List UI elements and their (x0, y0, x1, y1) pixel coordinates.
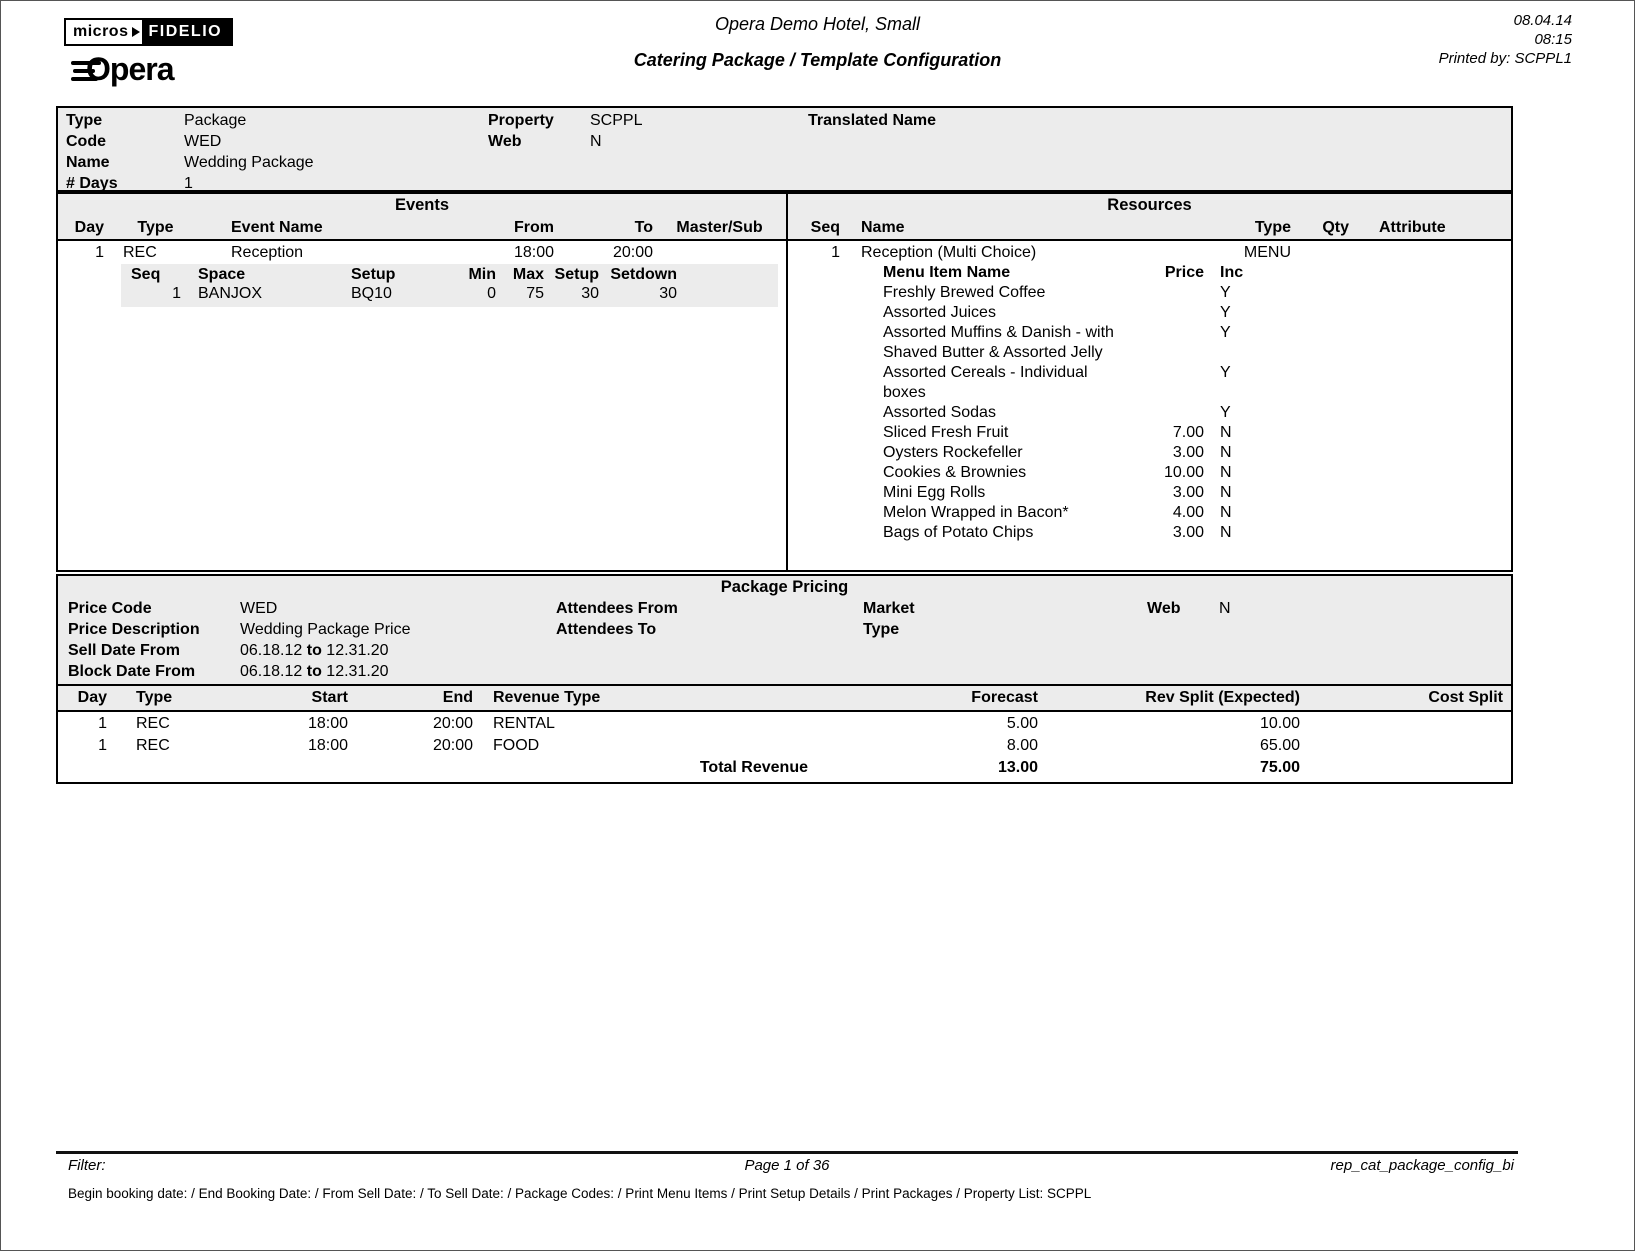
menu-item-price: 10.00 (1163, 464, 1204, 481)
col-revenue-type: Revenue Type (493, 689, 601, 706)
pricing-type: REC (136, 715, 170, 732)
menu-item-price: 7.00 (1172, 424, 1204, 441)
opera-wordmark: Opera (86, 51, 174, 87)
resource-name: Reception (Multi Choice) (861, 244, 1037, 261)
resources-panel (788, 194, 1511, 570)
col-start: Start (311, 689, 348, 706)
package-pricing-info (58, 576, 1511, 684)
event-row (58, 241, 786, 263)
block-date-value: 06.18.12 to 12.31.20 (240, 663, 389, 680)
name-label: Name (66, 154, 110, 171)
menu-item-row (883, 483, 1511, 503)
menu-column-headers (883, 263, 1511, 283)
menu-item-name: Melon Wrapped in Bacon* (883, 504, 1069, 521)
translated-name-label: Translated Name (808, 112, 937, 129)
report-title: Catering Package / Template Configuration (633, 50, 1002, 70)
menu-item-name: Cookies & Brownies (883, 464, 1027, 481)
col-cost-split: Cost Split (1428, 689, 1503, 706)
menu-item-price (1129, 303, 1204, 323)
col-forecast: Forecast (971, 689, 1038, 706)
col-type: Type (136, 689, 173, 706)
pricing-revenue-type: RENTAL (493, 715, 555, 732)
title-block (401, 14, 1234, 71)
menu-item-inc: N (1220, 444, 1232, 461)
col-master-sub: Master/Sub (676, 219, 763, 236)
pricing-cost-split (1300, 735, 1511, 756)
total-rev-split: 75.00 (1259, 759, 1300, 776)
menu-item-row (883, 523, 1511, 543)
pricing-start: 18:00 (307, 737, 348, 754)
printed-by: Printed by: SCPPL1 (1438, 50, 1572, 67)
pricing-start: 18:00 (307, 715, 348, 732)
opera-logo (71, 51, 173, 88)
col-inc: Inc (1220, 264, 1244, 281)
pricing-end: 20:00 (432, 737, 473, 754)
market-type-label: Type (863, 621, 900, 638)
footer-divider (56, 1151, 1518, 1154)
type-value: Package (184, 112, 247, 129)
code-label: Code (66, 133, 106, 150)
pricing-column-headers (58, 684, 1511, 712)
resource-type: MENU (1243, 244, 1291, 261)
menu-item-inc: N (1220, 504, 1232, 521)
menu-item-row (883, 323, 1511, 363)
micros-wordmark: micros (66, 20, 130, 44)
col-price: Price (1164, 264, 1204, 281)
name-value: Wedding Package (184, 154, 314, 171)
resources-column-headers (788, 216, 1511, 239)
menu-item-inc: Y (1220, 364, 1231, 381)
events-resources-section (56, 192, 1513, 572)
total-forecast: 13.00 (997, 759, 1038, 776)
filter-label: Filter: (68, 1157, 106, 1174)
col-max: Max (512, 266, 544, 283)
print-time: 08:15 (1534, 31, 1572, 48)
total-revenue-label: Total Revenue (699, 759, 808, 776)
col-type: Type (1254, 219, 1291, 236)
col-qty: Qty (1322, 219, 1349, 236)
menu-item-inc: Y (1220, 284, 1231, 301)
menu-item-row (883, 463, 1511, 483)
package-info-box (56, 106, 1513, 192)
price-code-value: WED (240, 600, 278, 617)
menu-item-inc: N (1220, 524, 1232, 541)
resource-row (788, 241, 1511, 263)
menu-item-inc: N (1220, 484, 1232, 501)
resources-title: Resources (1107, 196, 1192, 214)
attendees-to-label: Attendees To (556, 621, 657, 638)
col-event-name: Event Name (231, 219, 323, 236)
events-title: Events (394, 196, 450, 214)
menu-item-name: Mini Egg Rolls (883, 484, 986, 501)
print-info (1439, 11, 1572, 68)
col-space: Space (198, 266, 246, 283)
footer-row (56, 1157, 1518, 1174)
sell-date-value: 06.18.12 to 12.31.20 (240, 642, 389, 659)
col-from: From (514, 219, 554, 236)
block-date-label: Block Date From (68, 663, 196, 680)
menu-item-inc: Y (1220, 404, 1231, 421)
menu-item-inc: Y (1220, 304, 1231, 321)
package-pricing-title: Package Pricing (720, 578, 849, 596)
menu-item-row (883, 363, 1511, 403)
menu-item-row (883, 503, 1511, 523)
event-type: REC (123, 244, 157, 261)
col-to: To (634, 219, 653, 236)
setup-code: BQ10 (351, 285, 392, 302)
setup-min: 0 (487, 285, 496, 302)
menu-item-price: 3.00 (1172, 524, 1204, 541)
event-setup-table (121, 264, 778, 307)
web-value: N (590, 133, 602, 150)
menu-item-name: Oysters Rockefeller (883, 444, 1023, 461)
menu-item-name: Assorted Juices (883, 304, 996, 321)
menu-item-row (883, 303, 1511, 323)
col-end: End (442, 689, 473, 706)
pricing-total-row (58, 756, 1511, 778)
pricing-forecast: 5.00 (1006, 715, 1038, 732)
menu-item-price (1129, 363, 1204, 403)
event-name: Reception (231, 244, 304, 261)
col-seq: Seq (810, 219, 840, 236)
price-description-value: Wedding Package Price (240, 621, 411, 638)
pricing-revenue-type: FOOD (493, 737, 540, 754)
setup-space: BANJOX (198, 285, 263, 302)
report-id: rep_cat_package_config_bi (1330, 1157, 1514, 1174)
property-value: SCPPL (590, 112, 643, 129)
menu-item-inc: N (1220, 464, 1232, 481)
col-day: Day (77, 689, 107, 706)
col-min: Min (468, 266, 496, 283)
menu-item-price (1129, 283, 1204, 303)
events-header (58, 194, 786, 241)
web-label: Web (1147, 600, 1181, 617)
col-day: Day (74, 219, 104, 236)
pricing-day: 1 (98, 737, 107, 754)
pricing-row (58, 712, 1511, 734)
col-name: Name (861, 219, 905, 236)
pricing-rev-split: 65.00 (1259, 737, 1300, 754)
menu-item-row (883, 283, 1511, 303)
col-seq: Seq (131, 266, 161, 283)
col-type: Type (137, 219, 174, 236)
events-panel (58, 194, 788, 570)
sell-date-label: Sell Date From (68, 642, 181, 659)
pricing-rev-split: 10.00 (1259, 715, 1300, 732)
col-setdown: Setdown (610, 266, 677, 283)
price-description-label: Price Description (68, 621, 200, 638)
fidelio-wordmark: FIDELIO (142, 20, 231, 44)
web-label: Web (488, 133, 522, 150)
pricing-cost-split (1300, 713, 1511, 734)
days-value: 1 (184, 175, 193, 192)
type-label: Type (66, 112, 103, 129)
filter-criteria: Begin booking date: / End Booking Date: / From Sell Date: / To Sell Date: / Package Codes: / Print Menu Items / Print Setup Details / Print Packages / Property List: SCPPL (68, 1186, 1092, 1201)
print-date: 08.04.14 (1513, 12, 1572, 29)
code-value: WED (184, 133, 222, 150)
setup-setdown: 30 (659, 285, 677, 302)
market-label: Market (863, 600, 915, 617)
hotel-name: Opera Demo Hotel, Small (714, 14, 921, 34)
pricing-end: 20:00 (432, 715, 473, 732)
page-indicator: Page 1 of 36 (744, 1157, 830, 1174)
pricing-forecast: 8.00 (1006, 737, 1038, 754)
col-setup: Setup (351, 266, 396, 283)
event-from: 18:00 (513, 244, 554, 261)
property-label: Property (488, 112, 554, 129)
resource-seq: 1 (831, 244, 840, 261)
attendees-from-label: Attendees From (556, 600, 678, 617)
arrow-right-icon (132, 27, 140, 37)
menu-item-name: Sliced Fresh Fruit (883, 424, 1009, 441)
event-to: 20:00 (612, 244, 653, 261)
menu-item-name: Freshly Brewed Coffee (883, 284, 1046, 301)
web-value: N (1219, 600, 1231, 617)
menu-item-name: Assorted Muffins & Danish - with Shaved Butter & Assorted Jelly (883, 324, 1114, 361)
menu-item-row (883, 443, 1511, 463)
events-column-headers (58, 216, 786, 239)
setup-row (121, 284, 778, 304)
pricing-row (58, 734, 1511, 756)
days-label: # Days (66, 175, 118, 192)
menu-item-price (1129, 323, 1204, 363)
col-rev-split: Rev Split (Expected) (1145, 689, 1300, 706)
menu-item-name: Assorted Cereals - Individual boxes (883, 364, 1088, 401)
menu-item-name: Bags of Potato Chips (883, 524, 1034, 541)
menu-item-row (883, 423, 1511, 443)
event-day: 1 (95, 244, 104, 261)
menu-item-price: 3.00 (1172, 484, 1204, 501)
col-menu-item-name: Menu Item Name (883, 264, 1011, 281)
resources-header (788, 194, 1511, 241)
menu-item-inc: N (1220, 424, 1232, 441)
menu-item-inc: Y (1220, 324, 1231, 341)
menu-item-price: 4.00 (1172, 504, 1204, 521)
menu-item-price: 3.00 (1172, 444, 1204, 461)
menu-item-row (883, 403, 1511, 423)
setup-column-headers (121, 266, 778, 284)
package-pricing-section (56, 574, 1513, 784)
pricing-type: REC (136, 737, 170, 754)
price-code-label: Price Code (68, 600, 152, 617)
col-attribute: Attribute (1379, 219, 1446, 236)
pricing-day: 1 (98, 715, 107, 732)
setup-seq: 1 (172, 285, 181, 302)
setup-max: 75 (526, 285, 544, 302)
micros-fidelio-logo (64, 18, 233, 46)
setup-time: 30 (581, 285, 599, 302)
col-setup-time: Setup (554, 266, 599, 283)
menu-item-price (1129, 403, 1204, 423)
menu-item-name: Assorted Sodas (883, 404, 996, 421)
